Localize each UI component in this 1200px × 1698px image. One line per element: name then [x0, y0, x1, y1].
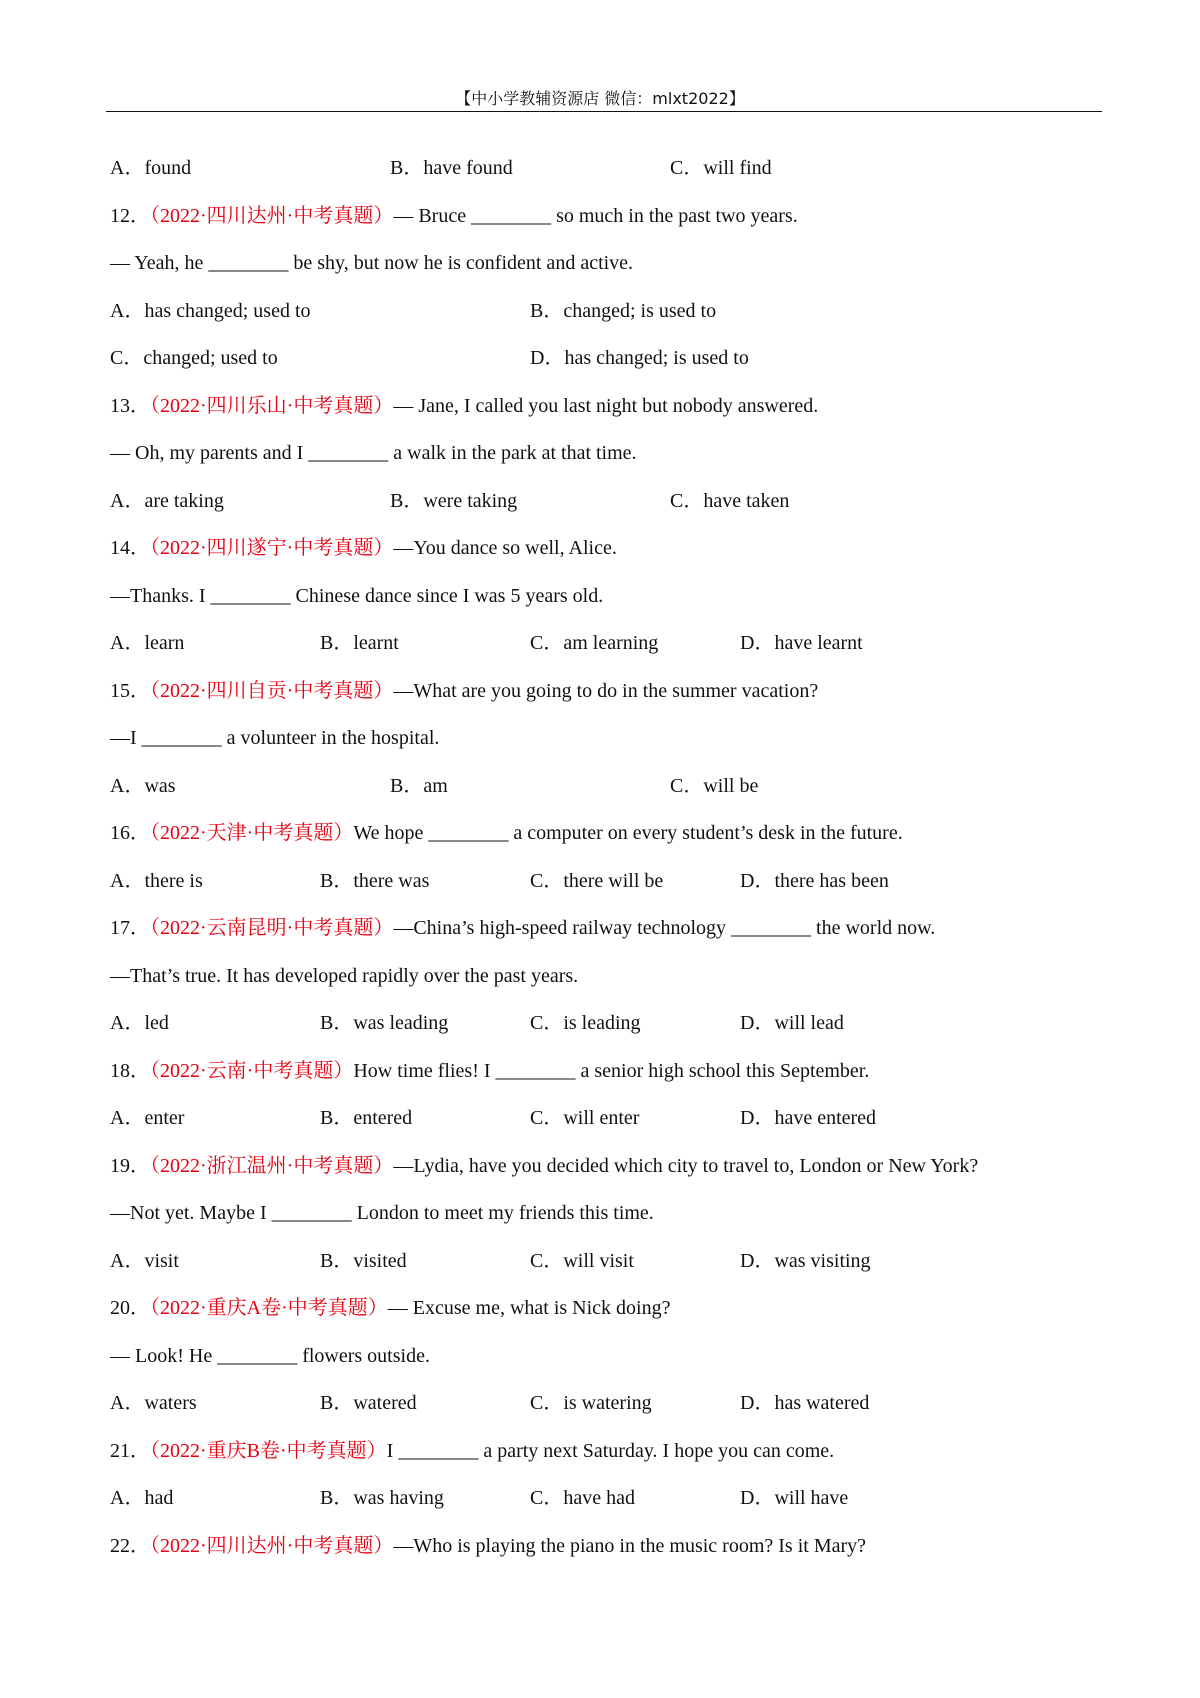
question-number: 15． [110, 680, 150, 702]
question-source: （2022·四川遂宁·中考真题） [150, 537, 394, 559]
question-number: 16． [110, 822, 150, 844]
answer-option: A．found [110, 157, 192, 179]
question-number: 20． [110, 1297, 150, 1319]
dialogue-line: —Thanks. I ________ Chinese dance since I was 5 years old. [110, 585, 604, 607]
question-number: 19． [110, 1155, 150, 1177]
answer-option: A．had [110, 1487, 174, 1509]
answer-option: A．waters [110, 1392, 197, 1414]
question-text: —You dance so well, Alice. [393, 537, 617, 559]
answer-option: B．changed; is used to [530, 300, 717, 322]
question-stem [110, 1437, 834, 1465]
answer-option: D．will have [740, 1487, 849, 1509]
question-source: （2022·重庆A卷·中考真题） [150, 1297, 388, 1319]
answer-option: B．am [390, 775, 448, 797]
question-stem [110, 1152, 978, 1180]
answer-option: A．visit [110, 1250, 179, 1272]
answer-option: C．is watering [530, 1392, 652, 1414]
dialogue-line: —Not yet. Maybe I ________ London to meet my friends this time. [110, 1202, 654, 1224]
answer-option: B．were taking [390, 490, 518, 512]
answer-option: B．entered [320, 1107, 413, 1129]
question-text: I ________ a party next Saturday. I hope you can come. [386, 1440, 835, 1462]
question-number: 17． [110, 917, 150, 939]
question-source: （2022·浙江温州·中考真题） [150, 1155, 394, 1177]
answer-option: D．have entered [740, 1107, 877, 1129]
question-source: （2022·云南昆明·中考真题） [150, 917, 394, 939]
question-stem [110, 914, 935, 942]
question-number: 21． [110, 1440, 150, 1462]
question-stem [110, 1294, 670, 1322]
question-source: （2022·重庆B卷·中考真题） [150, 1440, 387, 1462]
answer-option: D．was visiting [740, 1250, 871, 1272]
question-source: （2022·四川自贡·中考真题） [150, 680, 394, 702]
question-text: — Bruce ________ so much in the past two years. [393, 205, 798, 227]
answer-option: C．there will be [530, 870, 664, 892]
answer-option: D．will lead [740, 1012, 844, 1034]
answer-option: C．am learning [530, 632, 659, 654]
answer-option: D．has changed; is used to [530, 347, 749, 369]
answer-option: D．has watered [740, 1392, 870, 1414]
answer-option: C．will enter [530, 1107, 640, 1129]
question-stem [110, 1057, 869, 1085]
dialogue-line: —That’s true. It has developed rapidly over the past years. [110, 965, 579, 987]
question-stem [110, 677, 818, 705]
answer-option: C．will visit [530, 1250, 634, 1272]
question-text: —Lydia, have you decided which city to travel to, London or New York? [393, 1155, 979, 1177]
answer-option: A．there is [110, 870, 203, 892]
question-number: 18． [110, 1060, 150, 1082]
question-source: （2022·四川达州·中考真题） [150, 1535, 394, 1557]
answer-option: B．was having [320, 1487, 444, 1509]
answer-option: B．watered [320, 1392, 417, 1414]
answer-option: A．was [110, 775, 176, 797]
answer-option: D．have learnt [740, 632, 863, 654]
answer-option: D．there has been [740, 870, 889, 892]
question-text: How time flies! I ________ a senior high school this September. [353, 1060, 870, 1082]
answer-option: C．will be [670, 775, 759, 797]
question-source: （2022·四川乐山·中考真题） [150, 395, 394, 417]
question-stem [110, 1532, 866, 1560]
question-text: —Who is playing the piano in the music room? Is it Mary? [393, 1535, 867, 1557]
question-source: （2022·四川达州·中考真题） [150, 205, 394, 227]
answer-option: A．has changed; used to [110, 300, 311, 322]
answer-option: B．have found [390, 157, 513, 179]
question-number: 14． [110, 537, 150, 559]
question-source: （2022·云南·中考真题） [150, 1060, 354, 1082]
answer-option: B．visited [320, 1250, 407, 1272]
question-number: 22． [110, 1535, 150, 1557]
question-text: —What are you going to do in the summer vacation? [393, 680, 819, 702]
question-text: — Jane, I called you last night but nobody answered. [393, 395, 819, 417]
question-stem [110, 819, 903, 847]
answer-option: A．enter [110, 1107, 185, 1129]
dialogue-line: — Yeah, he ________ be shy, but now he is confident and active. [110, 252, 634, 274]
page-header: 【中小学教辅资源店 微信：mlxt2022】 [455, 89, 745, 108]
answer-option: A．are taking [110, 490, 224, 512]
header-divider [106, 111, 1102, 112]
answer-option: A．led [110, 1012, 169, 1034]
answer-option: C．will find [670, 157, 772, 179]
answer-option: C．have had [530, 1487, 635, 1509]
question-stem [110, 534, 617, 562]
question-source: （2022·天津·中考真题） [150, 822, 354, 844]
question-stem [110, 202, 798, 230]
question-number: 13． [110, 395, 150, 417]
dialogue-line: —I ________ a volunteer in the hospital. [110, 727, 440, 749]
question-text: —China’s high-speed railway technology ________ the world now. [393, 917, 936, 939]
question-number: 12． [110, 205, 150, 227]
answer-option: C．is leading [530, 1012, 641, 1034]
answer-option: C．changed; used to [110, 347, 278, 369]
answer-option: C．have taken [670, 490, 790, 512]
answer-option: B．was leading [320, 1012, 449, 1034]
answer-option: B．there was [320, 870, 430, 892]
question-text: — Excuse me, what is Nick doing? [387, 1297, 671, 1319]
answer-option: B．learnt [320, 632, 399, 654]
question-text: We hope ________ a computer on every student’s desk in the future. [353, 822, 903, 844]
answer-option: A．learn [110, 632, 185, 654]
dialogue-line: — Look! He ________ flowers outside. [110, 1345, 430, 1367]
question-stem [110, 392, 818, 420]
dialogue-line: — Oh, my parents and I ________ a walk in the park at that time. [110, 442, 637, 464]
